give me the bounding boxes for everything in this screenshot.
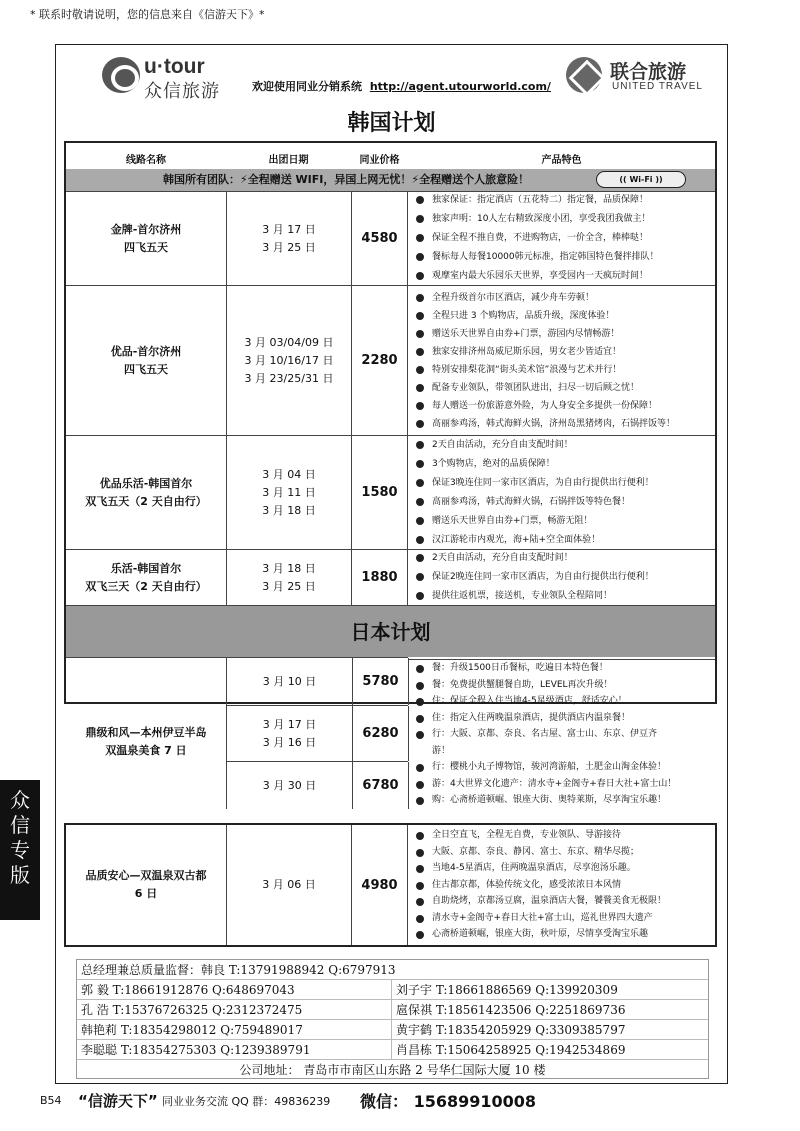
feature-item: 行：大阪、京都、奈良、名古屋、富士山、东京、伊豆齐 [416, 726, 715, 743]
contact-entry: 肖昌栋 T:15064258925 Q:1942534869 [396, 1043, 626, 1057]
feature-item: 自助烧烤，京都汤豆腐，温泉酒店大餐，饕餮美食无极限！ [416, 893, 666, 910]
features [408, 286, 715, 435]
price: 6780 [352, 762, 409, 809]
departure-dates: 3 月 03/04/09 日 3 月 10/16/17 日 3 月 23/25/31 日 [226, 286, 351, 435]
united-travel-cn: 联合旅游 [610, 61, 687, 83]
feature-item: 餐：升级1500日币餐标，吃遍日本特色餐！ [416, 660, 715, 677]
table-row [66, 285, 715, 435]
footer [40, 1088, 740, 1112]
feature-item: 3个购物店，绝对的品质保障！ [416, 455, 654, 474]
company-address: 公司地址： 青岛市市南区山东路 2 号华仁国际大厦 10 楼 [239, 1063, 546, 1077]
feature-item: 购：心斋桥道顿崛、银座大街、奥特莱斯，尽享淘宝乐趣！ [416, 792, 715, 809]
feature-item: 行：樱桃小丸子博物馆，骏河湾游船，土肥金山淘金体验！ [416, 759, 715, 776]
feature-item: 全程升级首尔市区酒店，减少舟车劳顿！ [416, 289, 675, 307]
header-price: 同业价格 [359, 155, 400, 166]
feature-item: 住：指定入住两晚温泉酒店，提供酒店内温泉餐！ [416, 710, 715, 727]
price: 4580 [351, 192, 408, 285]
table-row [66, 825, 715, 945]
contact-table [76, 959, 709, 1079]
feature-item: 独家声明：10人左右精致深度小团，享受我团我做主！ [416, 210, 659, 229]
departure-dates: 3 月 10 日 [262, 674, 317, 688]
features [408, 192, 715, 285]
feature-item: 2天自由活动，充分自由支配时间！ [416, 436, 654, 455]
departure-dates: 3 月 17 日 3 月 25 日 [226, 192, 351, 285]
feature-item: 特别安排梨花洞“街头美术馆”浪漫与艺术并行！ [416, 361, 675, 379]
top-note: * 联系时敬请说明，您的信息来自《信游天下》* [30, 8, 265, 21]
contact-entry: 李聪聪 T:18354275303 Q:1239389791 [77, 1040, 392, 1060]
supervisor-contact: 总经理兼总质量监督：韩良 T:13791988942 Q:6797913 [81, 963, 396, 977]
table-row [66, 435, 715, 549]
feature-item: 观摩室内最大乐园乐天世界，享受园内一天疯玩时间！ [416, 267, 659, 286]
departure-row [226, 657, 408, 705]
contact-entry: 孔 浩 T:15376726325 Q:2312372475 [77, 1000, 392, 1020]
departure-dates: 3 月 17 日 3 月 16 日 [262, 717, 317, 749]
contact-entry: 韩艳莉 T:18354298012 Q:759489017 [77, 1020, 392, 1040]
feature-item: 大阪、京都、奈良、静冈、富士、东京、精华尽揽； [416, 844, 666, 861]
japan-quality-plan [64, 823, 717, 947]
feature-item: 每人赠送一份旅游意外险，为人身安全多提供一份保障！ [416, 397, 675, 415]
price: 1880 [351, 550, 408, 605]
departure-dates: 3 月 04 日 3 月 11 日 3 月 18 日 [226, 436, 351, 549]
contact-row [77, 1000, 708, 1020]
price: 1580 [351, 436, 408, 549]
feature-item: 高丽参鸡汤，韩式海鲜火锅，济州岛黑猪烤肉，石锅拌饭等！ [416, 415, 675, 433]
side-tab: 众 信 专 版 [0, 780, 40, 920]
feature-item: 当地4-5星酒店，住两晚温泉酒店，尽享泡汤乐趣。 [416, 860, 666, 877]
route-name: 乐活-韩国首尔 双飞三天（2 天自由行） [85, 561, 207, 593]
price: 6280 [352, 706, 409, 761]
welcome-text: 欢迎使用同业分销系统 [252, 80, 362, 93]
price: 5780 [352, 658, 409, 705]
feature-item: 保证2晚连住同一家市区酒店，为自由行提供出行便利！ [416, 568, 654, 587]
feature-item: 2天自由活动，充分自由支配时间！ [416, 549, 654, 568]
departure-dates: 3 月 30 日 [262, 778, 317, 792]
feature-item: 住：保证全程入住当地4-5星级酒店，舒适安心！ [416, 693, 715, 710]
contact-row [77, 980, 708, 1000]
header-features: 产品特色 [541, 155, 582, 166]
features [408, 659, 715, 807]
contact-row [77, 1040, 708, 1060]
feature-item: 餐标每人每餐10000韩元标准，指定韩国特色餐拌排队！ [416, 248, 659, 267]
header-departure-date: 出团日期 [268, 155, 309, 166]
brochure-page [55, 44, 728, 1084]
utour-logo-icon [102, 57, 140, 93]
feature-item: 提供往返机票，接送机，专业领队全程陪同！ [416, 587, 654, 606]
route-name: 品质安心—双温泉双古都 6 日 [85, 869, 207, 900]
route-name: 金牌-首尔济州 四飞五天 [110, 222, 182, 254]
contact-entry: 郭 毅 T:18661912876 Q:648697043 [77, 980, 392, 1000]
feature-item: 心斋桥道顿崛，银座大街，秋叶原，尽情享受淘宝乐趣 [416, 926, 666, 943]
table-header [66, 143, 715, 169]
feature-item: 高丽参鸡汤，韩式海鲜火锅，石锅拌饭等特色餐！ [416, 493, 654, 512]
utour-logo-en: u·tour [144, 55, 205, 78]
contact-entry: 刘子宇 T:18661886569 Q:139920309 [396, 983, 618, 997]
korea-plan-title: 韩国计划 [347, 111, 436, 136]
contact-row [77, 1020, 708, 1040]
footer-wechat: 微信： 15689910008 [360, 1092, 537, 1111]
feature-item: 赠送乐天世界自由券+门票，游园内尽情畅游！ [416, 325, 675, 343]
welcome-line [252, 78, 551, 94]
feature-item: 汉江游轮市内观光，海+陆+空全面体验！ [416, 531, 654, 550]
departure-dates: 3 月 06 日 [226, 825, 351, 945]
price: 4980 [351, 825, 408, 945]
feature-item: 住古都京都，体验传统文化，感受浓浓日本风情 [416, 877, 666, 894]
departure-dates: 3 月 18 日 3 月 25 日 [226, 550, 351, 605]
features [408, 550, 715, 605]
contact-entry: 扈保祺 T:18561423506 Q:2251869736 [396, 1003, 626, 1017]
utour-logo [102, 55, 222, 102]
feature-item: 游！ [432, 745, 451, 756]
header [56, 45, 727, 107]
feature-item: 游：4大世界文化遗产：清水寺+金阁寺+春日大社+富士山！ [416, 776, 715, 793]
footer-brand: “信游天下” [78, 1092, 158, 1110]
features [408, 436, 715, 549]
japan-plan-title: 日本计划 [66, 605, 715, 657]
feature-item: 餐：免费提供蟹腿餐自助，LEVEL再次升级！ [416, 677, 715, 694]
table-row [66, 549, 715, 605]
united-travel-en: UNITED TRAVEL [612, 81, 703, 92]
features [408, 825, 715, 945]
departure-row [226, 705, 408, 761]
footer-qq-group: 同业业务交流 QQ 群：49836239 [162, 1095, 331, 1108]
united-travel-logo-icon [566, 57, 602, 93]
korea-promo-text: 韩国所有团队：⚡全程赠送 WIFI，异国上网无忧！⚡全程赠送个人旅意险！ [163, 173, 530, 186]
feature-item: 赠送乐天世界自由券+门票，畅游无阻！ [416, 512, 654, 531]
united-travel-logo [566, 55, 716, 99]
contact-entry: 黄宇鹤 T:18354205929 Q:3309385797 [396, 1023, 626, 1037]
feature-item: 保证全程不推自费，不进购物店，一价全含，棒棒哒！ [416, 229, 659, 248]
price: 2280 [351, 286, 408, 435]
feature-item: 配备专业领队，带领团队进出，扫尽一切后顾之忧！ [416, 379, 675, 397]
feature-item: 全日空直飞，全程无自费，专业领队、导游接待 [416, 827, 666, 844]
contact-row [77, 960, 708, 980]
wifi-icon: (( Wi-Fi )) [596, 171, 686, 188]
departure-row [226, 761, 408, 809]
route-name: 优品-首尔济州 四飞五天 [110, 344, 182, 376]
korea-plan-table [64, 141, 717, 805]
feature-item: 保证3晚连住同一家市区酒店，为自由行提供出行便利！ [416, 474, 654, 493]
page-number: B54 [40, 1094, 62, 1107]
agent-url-link[interactable]: http://agent.utourworld.com/ [369, 80, 551, 93]
route-name: 鼎级和风—本州伊豆半岛 双温泉美食 7 日 [66, 657, 226, 825]
korea-promo-banner [66, 169, 715, 191]
route-name: 优品乐活-韩国首尔 双飞五天（2 天自由行） [85, 476, 207, 508]
feature-item: 清水寺+金阁寺+春日大社+富士山，巡礼世界四大遗产 [416, 910, 666, 927]
feature-item: 独家安排济州岛威尼斯乐园，男女老少皆适宜！ [416, 343, 675, 361]
header-route-name: 线路名称 [126, 155, 166, 166]
utour-logo-cn: 众信旅游 [144, 81, 220, 102]
feature-item: 独家保证：指定酒店（五花特二）指定餐，品质保障！ [416, 191, 659, 210]
table-row [66, 191, 715, 285]
feature-item: 全程只进 3 个购物店，品质升级，深度体验！ [416, 307, 675, 325]
